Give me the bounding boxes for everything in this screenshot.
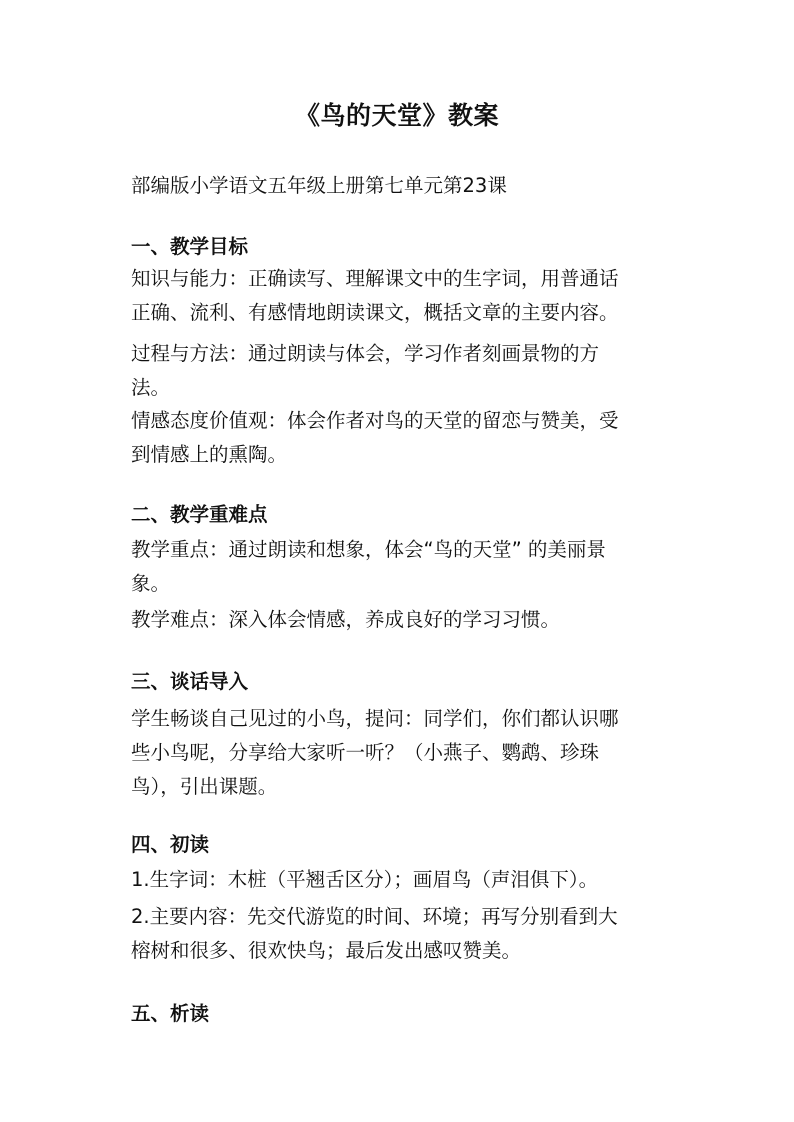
section-heading: 二、教学重难点 xyxy=(131,503,268,526)
paragraph-line: 鸟），引出课题。 xyxy=(131,775,278,798)
paragraph xyxy=(131,603,711,637)
paragraph xyxy=(131,533,711,601)
paragraph xyxy=(131,863,711,897)
document-title: 《鸟的天堂》教案 xyxy=(294,101,499,130)
paragraph xyxy=(131,702,711,804)
paragraph-line: 情感态度价值观：体会作者对鸟的天堂的留恋与赞美，受 xyxy=(131,409,619,432)
paragraph xyxy=(131,404,711,472)
paragraph-line: 知识与能力：正确读写、理解课文中的生字词，用普通话 xyxy=(131,267,619,290)
section-heading: 四、初读 xyxy=(131,833,210,856)
paragraph-line: 2.主要内容：先交代游览的时间、环境；再写分别看到大 xyxy=(131,905,618,928)
paragraph-line: 学生畅谈自己见过的小鸟，提问：同学们，你们都认识哪 xyxy=(131,707,619,730)
paragraph-line: 1.生字词：木桩（平翘舌区分）；画眉鸟（声泪俱下）。 xyxy=(131,868,599,891)
paragraph-line: 些小鸟呢，分享给大家听一听？（小燕子、鹦鹉、珍珠 xyxy=(131,741,600,764)
paragraph-line: 到情感上的熏陶。 xyxy=(131,443,288,466)
paragraph-line: 榕树和很多、很欢快鸟；最后发出感叹赞美。 xyxy=(131,939,522,962)
paragraph xyxy=(131,337,711,405)
paragraph xyxy=(131,900,711,968)
paragraph-line: 教学难点：深入体会情感，养成良好的学习习惯。 xyxy=(131,608,561,631)
paragraph-line: 象。 xyxy=(131,572,171,595)
paragraph-line: 法。 xyxy=(131,376,171,399)
section-heading: 一、教学目标 xyxy=(131,235,249,258)
paragraph-line: 正确、流利、有感情地朗读课文，概括文章的主要内容。 xyxy=(131,301,619,324)
document-subtitle: 部编版小学语文五年级上册第七单元第23课 xyxy=(131,174,507,197)
paragraph-line: 过程与方法：通过朗读与体会，学习作者刻画景物的方 xyxy=(131,342,600,365)
section-heading: 五、析读 xyxy=(131,1002,210,1025)
section-heading: 三、谈话导入 xyxy=(131,670,249,693)
paragraph-line: 教学重点：通过朗读和想象，体会“鸟的天堂” 的美丽景 xyxy=(131,538,606,561)
paragraph xyxy=(131,262,711,330)
